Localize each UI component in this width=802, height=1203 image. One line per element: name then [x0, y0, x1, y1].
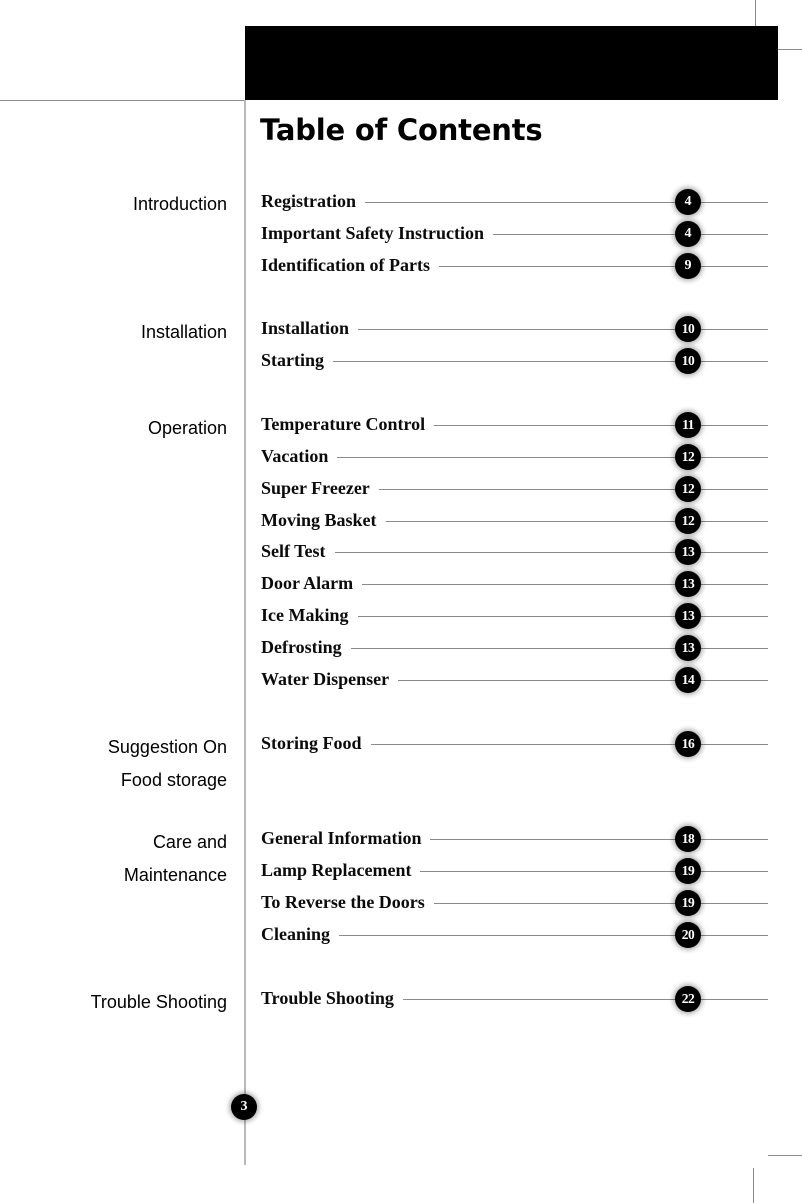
toc-entry-title[interactable]: Temperature Control — [261, 414, 434, 435]
toc-entry[interactable] — [261, 573, 768, 595]
toc-entry-title[interactable]: Cleaning — [261, 924, 339, 945]
page-number-badge[interactable]: 12 — [675, 476, 701, 502]
toc-entry[interactable] — [261, 478, 768, 500]
category-label-line: Installation — [140, 322, 227, 342]
toc-entry-title[interactable]: Ice Making — [261, 605, 358, 626]
toc-entry[interactable] — [261, 446, 768, 468]
category-label-line: Introduction — [132, 194, 227, 214]
page-number-badge[interactable]: 13 — [675, 603, 701, 629]
toc-entry[interactable] — [261, 988, 768, 1010]
page-number-badge[interactable]: 10 — [675, 348, 701, 374]
toc-entry-title[interactable]: General Information — [261, 828, 430, 849]
page-number-badge[interactable]: 13 — [675, 571, 701, 597]
page-number-badge[interactable]: 4 — [675, 189, 701, 215]
toc-entry[interactable] — [261, 733, 768, 755]
page-number-badge[interactable]: 18 — [675, 826, 701, 852]
toc-entry[interactable] — [261, 510, 768, 532]
category-label-line: Food storage — [120, 770, 227, 790]
toc-entry[interactable] — [261, 223, 768, 245]
page-number-badge[interactable]: 20 — [675, 922, 701, 948]
category-label — [91, 986, 227, 1019]
page-number-badge[interactable]: 12 — [675, 444, 701, 470]
page-number-badge[interactable]: 13 — [675, 539, 701, 565]
category-label — [124, 826, 227, 892]
toc-entry-title[interactable]: Super Freezer — [261, 478, 379, 499]
page-number-badge[interactable]: 11 — [675, 412, 701, 438]
toc-entry-title[interactable]: To Reverse the Doors — [261, 892, 434, 913]
toc-entry-title[interactable]: Water Dispenser — [261, 669, 398, 690]
page-number-badge: 3 — [231, 1094, 257, 1120]
toc-entry-title[interactable]: Storing Food — [261, 733, 371, 754]
toc-entry-title[interactable]: Installation — [261, 318, 358, 339]
crop-mark-top-right — [778, 49, 802, 50]
toc-entry-title[interactable]: Trouble Shooting — [261, 988, 403, 1009]
category-label — [148, 412, 227, 445]
toc-entry-title[interactable]: Lamp Replacement — [261, 860, 420, 881]
masthead-bar — [245, 26, 778, 100]
page-number-badge[interactable]: 16 — [675, 731, 701, 757]
vertical-divider-rule — [244, 100, 246, 1165]
toc-entry[interactable] — [261, 669, 768, 691]
toc-entry[interactable] — [261, 414, 768, 436]
crop-mark-top-vertical — [755, 0, 756, 26]
toc-entry[interactable] — [261, 318, 768, 340]
category-label — [108, 731, 227, 797]
page-number-badge[interactable]: 13 — [675, 635, 701, 661]
toc-entry-title[interactable]: Moving Basket — [261, 510, 386, 531]
toc-entry[interactable] — [261, 637, 768, 659]
toc-entry[interactable] — [261, 892, 768, 914]
toc-entry-title[interactable]: Important Safety Instruction — [261, 223, 493, 244]
category-label-line: Operation — [147, 418, 227, 438]
page-number-badge[interactable]: 12 — [675, 508, 701, 534]
toc-entry[interactable] — [261, 350, 768, 372]
toc-entry[interactable] — [261, 605, 768, 627]
page-number-badge[interactable]: 19 — [675, 890, 701, 916]
toc-entry[interactable] — [261, 541, 768, 563]
category-label-line: Maintenance — [123, 865, 227, 885]
toc-entry-title[interactable]: Identification of Parts — [261, 255, 439, 276]
page-number-badge[interactable]: 10 — [675, 316, 701, 342]
crop-mark-bottom-right — [768, 1155, 802, 1156]
toc-entry[interactable] — [261, 255, 768, 277]
toc-entry[interactable] — [261, 828, 768, 850]
category-label — [133, 188, 227, 221]
toc-entry[interactable] — [261, 191, 768, 213]
toc-entry-title[interactable]: Starting — [261, 350, 333, 371]
page-number-badge[interactable]: 9 — [675, 253, 701, 279]
page-number-badge[interactable]: 4 — [675, 221, 701, 247]
toc-entry-title[interactable]: Vacation — [261, 446, 337, 467]
toc-entry-title[interactable]: Door Alarm — [261, 573, 362, 594]
crop-mark-bottom-vertical — [753, 1168, 754, 1203]
toc-entry[interactable] — [261, 860, 768, 882]
toc-entry-title[interactable]: Defrosting — [261, 637, 351, 658]
crop-mark-top-left — [0, 100, 245, 101]
toc-entry[interactable] — [261, 924, 768, 946]
category-label-line: Trouble Shooting — [90, 992, 227, 1012]
page-title: Table of Contents — [260, 113, 543, 147]
toc-entry-title[interactable]: Self Test — [261, 541, 335, 562]
category-label — [141, 316, 227, 349]
category-label-line: Care and — [152, 832, 227, 852]
page-number-badge[interactable]: 14 — [675, 667, 701, 693]
page-number-badge[interactable]: 22 — [675, 986, 701, 1012]
category-label-line: Suggestion On — [107, 737, 227, 757]
toc-entry-title[interactable]: Registration — [261, 191, 365, 212]
page-number-badge[interactable]: 19 — [675, 858, 701, 884]
